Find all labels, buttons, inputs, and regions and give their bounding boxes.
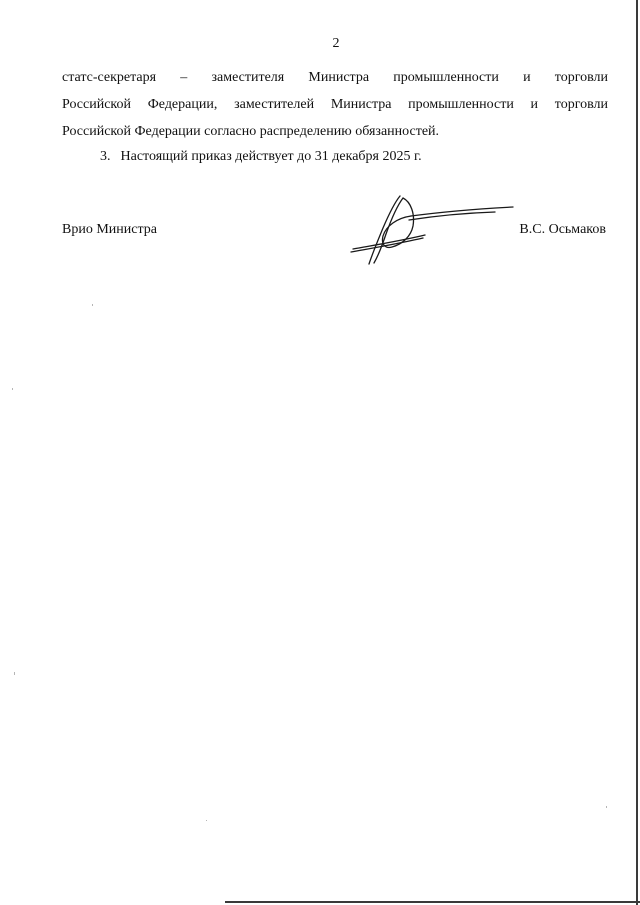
signatory-name: В.С. Осьмаков — [519, 222, 606, 237]
scan-artifact — [12, 388, 13, 390]
paragraph-line: Российской Федерации, заместителей Министра промышленности и торговли — [62, 97, 608, 112]
list-item-3 — [100, 143, 422, 170]
scan-edge-bottom — [225, 901, 640, 903]
page-number: 2 — [332, 36, 340, 51]
scan-artifact — [92, 304, 93, 306]
paragraph-line: статс-секретаря – заместителя Министра промышленности и торговли — [62, 70, 608, 85]
list-item-number: 3. — [100, 149, 111, 164]
scan-artifact — [14, 672, 15, 675]
signatory-title: Врио Министра — [62, 222, 157, 237]
paragraph-continuation — [62, 64, 608, 145]
handwritten-signature — [345, 192, 520, 267]
scan-artifact — [606, 806, 607, 808]
scan-edge-right — [636, 0, 638, 905]
list-item-text: Настоящий приказ действует до 31 декабря 2025 г. — [120, 149, 422, 164]
scan-artifact — [206, 820, 207, 821]
paragraph-line: Российской Федерации согласно распределению обязанностей. — [62, 124, 440, 139]
